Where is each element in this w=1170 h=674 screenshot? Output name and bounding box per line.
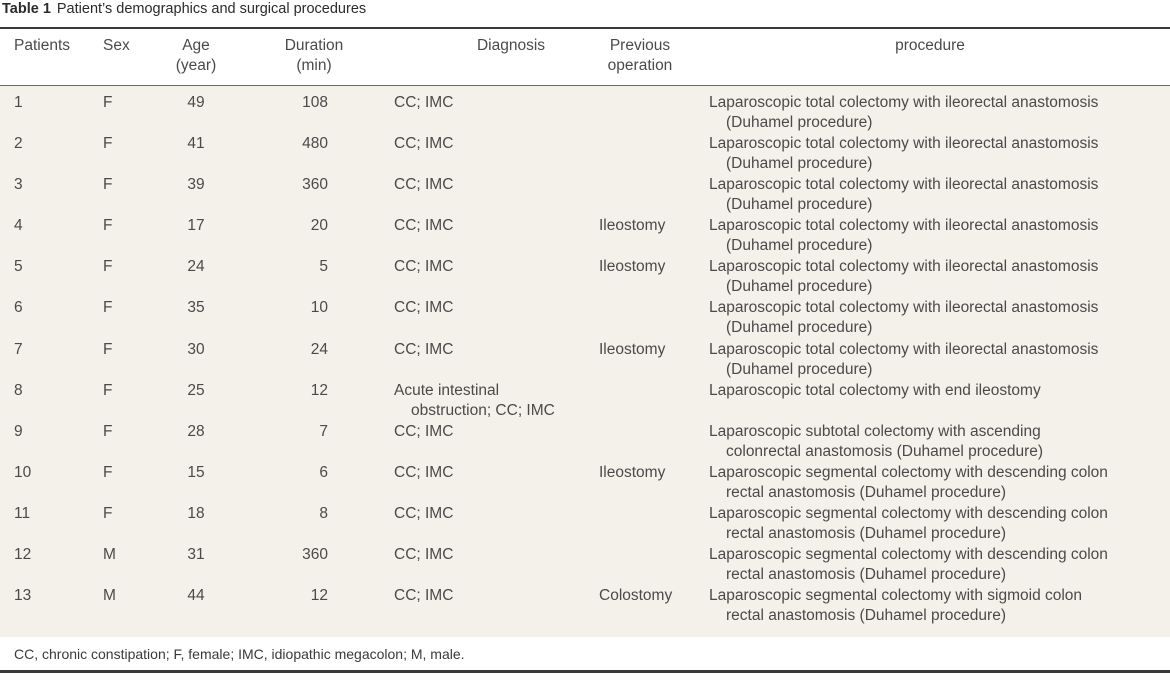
- table-row: [0, 545, 1170, 586]
- cell-diagnosis-line1: CC; IMC: [394, 258, 454, 276]
- cell-patient: 3: [14, 176, 23, 194]
- cell-procedure: [709, 257, 1098, 297]
- cell-sex: F: [103, 135, 113, 153]
- cell-diagnosis: [394, 504, 453, 524]
- cell-diagnosis: [394, 298, 453, 318]
- cell-sex: F: [103, 176, 113, 194]
- cell-duration: 108: [302, 94, 328, 111]
- cell-patient: 9: [14, 422, 23, 440]
- cell-duration: 7: [319, 422, 328, 440]
- cell-diagnosis-line1: CC; IMC: [394, 463, 454, 481]
- table-row: [0, 216, 1170, 257]
- header-diagnosis: Diagnosis: [476, 37, 546, 54]
- cell-duration: 20: [310, 217, 328, 235]
- cell-diagnosis: [394, 340, 453, 360]
- cell-duration: 360: [302, 176, 328, 194]
- cell-diagnosis-line1: Acute intestinal: [394, 381, 500, 399]
- cell-diagnosis: [394, 93, 453, 113]
- cell-procedure-line1: Laparoscopic segmental colectomy with descending colon: [709, 504, 1108, 522]
- cell-procedure-line2: rectal anastomosis (Duhamel procedure): [726, 566, 1006, 584]
- header-duration-line1: Duration: [284, 37, 344, 54]
- cell-patient: 4: [14, 217, 23, 235]
- cell-patient: 2: [14, 135, 23, 153]
- header-duration-line2: (min): [296, 57, 332, 74]
- cell-diagnosis: [394, 216, 453, 236]
- cell-procedure: [709, 134, 1098, 174]
- cell-diagnosis: [394, 134, 453, 154]
- cell-diagnosis: [394, 463, 453, 483]
- table-footnote: CC, chronic constipation; F, female; IMC, idiopathic megacolon; M, male.: [14, 646, 465, 662]
- cell-sex: F: [103, 258, 113, 276]
- table-row: [0, 257, 1170, 298]
- cell-procedure-line2: (Duhamel procedure): [726, 114, 873, 131]
- cell-previous-operation: Colostomy: [599, 587, 673, 605]
- cell-diagnosis: [394, 545, 453, 565]
- cell-diagnosis-line1: CC; IMC: [394, 422, 454, 440]
- cell-diagnosis: [394, 586, 453, 606]
- cell-age: 25: [187, 381, 205, 399]
- cell-age: 49: [187, 94, 205, 111]
- cell-procedure-line2: rectal anastomosis (Duhamel procedure): [726, 524, 1006, 542]
- cell-procedure-line2: (Duhamel procedure): [726, 196, 873, 214]
- header-patients: Patients: [14, 37, 71, 54]
- cell-sex: F: [103, 422, 113, 440]
- cell-duration: 12: [310, 587, 328, 605]
- table-row: [0, 340, 1170, 381]
- header-procedure: procedure: [895, 37, 965, 54]
- cell-previous-operation: Ileostomy: [599, 463, 666, 481]
- table-row: [0, 586, 1170, 627]
- cell-sex: F: [103, 299, 113, 317]
- cell-diagnosis-line1: CC; IMC: [394, 546, 454, 564]
- cell-procedure-line1: Laparoscopic total colectomy with ileorectal anastomosis: [709, 94, 1099, 111]
- cell-sex: F: [103, 217, 113, 235]
- cell-procedure: [709, 298, 1098, 338]
- cell-duration: 10: [310, 299, 328, 317]
- cell-procedure-line2: colonrectal anastomosis (Duhamel procedure): [726, 442, 1044, 460]
- table-caption-label: Table 1: [2, 1, 51, 17]
- cell-diagnosis-line2: obstruction; CC; IMC: [411, 401, 555, 419]
- table-row: [0, 298, 1170, 339]
- cell-procedure-line1: Laparoscopic total colectomy with ileorectal anastomosis: [709, 217, 1099, 235]
- cell-patient: 13: [14, 587, 32, 605]
- cell-diagnosis-line1: CC; IMC: [394, 135, 454, 153]
- cell-procedure: [709, 504, 1108, 544]
- header-sex: Sex: [103, 37, 130, 54]
- cell-procedure-line1: Laparoscopic total colectomy with end ileostomy: [709, 381, 1041, 399]
- cell-procedure-line2: (Duhamel procedure): [726, 319, 873, 337]
- cell-sex: F: [103, 463, 113, 481]
- cell-procedure: [709, 93, 1098, 133]
- cell-diagnosis: [394, 175, 453, 195]
- header-age: [168, 36, 224, 76]
- header-previous-line2: operation: [607, 57, 673, 74]
- top-rule: [0, 27, 1170, 29]
- table-row: [0, 381, 1170, 422]
- cell-procedure-line2: (Duhamel procedure): [726, 155, 873, 173]
- table-row: [0, 504, 1170, 545]
- cell-procedure-line2: (Duhamel procedure): [726, 278, 873, 296]
- cell-duration: 12: [310, 381, 328, 399]
- cell-duration: 5: [319, 258, 328, 276]
- cell-age: 28: [187, 422, 205, 440]
- table-row: [0, 422, 1170, 463]
- cell-age: 39: [187, 176, 205, 194]
- cell-procedure-line1: Laparoscopic segmental colectomy with sigmoid colon: [709, 587, 1083, 605]
- table-caption-text: Patient’s demographics and surgical procedures: [56, 1, 367, 17]
- cell-procedure-line1: Laparoscopic total colectomy with ileorectal anastomosis: [709, 258, 1099, 276]
- cell-procedure-line2: (Duhamel procedure): [726, 360, 873, 378]
- table-row: [0, 175, 1170, 216]
- header-duration: [276, 36, 352, 76]
- cell-procedure-line1: Laparoscopic total colectomy with ileorectal anastomosis: [709, 176, 1099, 194]
- table-body: [0, 93, 1170, 627]
- table-caption: [2, 0, 366, 18]
- bottom-rule: [0, 670, 1170, 673]
- cell-procedure-line2: (Duhamel procedure): [726, 237, 873, 255]
- table-row: [0, 463, 1170, 504]
- cell-age: 17: [187, 217, 205, 235]
- cell-patient: 11: [14, 504, 31, 522]
- cell-patient: 5: [14, 258, 23, 276]
- cell-diagnosis-line1: CC; IMC: [394, 299, 454, 317]
- cell-diagnosis: [394, 381, 555, 421]
- cell-diagnosis-line1: CC; IMC: [394, 504, 454, 522]
- cell-age: 18: [187, 504, 205, 522]
- cell-procedure: [709, 381, 1041, 401]
- header-previous-line1: Previous: [609, 37, 671, 54]
- cell-age: 35: [187, 299, 205, 317]
- cell-procedure: [709, 340, 1098, 380]
- cell-diagnosis-line1: CC; IMC: [394, 94, 454, 111]
- cell-previous-operation: Ileostomy: [599, 340, 666, 358]
- cell-patient: 7: [14, 340, 23, 358]
- cell-procedure: [709, 175, 1098, 215]
- cell-procedure: [709, 422, 1043, 462]
- cell-duration: 8: [319, 504, 328, 522]
- cell-procedure-line1: Laparoscopic segmental colectomy with descending colon: [709, 463, 1108, 481]
- header-previous-operation: [595, 36, 685, 76]
- cell-procedure: [709, 216, 1098, 256]
- cell-age: 30: [187, 340, 205, 358]
- cell-sex: F: [103, 381, 113, 399]
- cell-procedure: [709, 586, 1082, 626]
- cell-age: 41: [187, 135, 205, 153]
- cell-sex: M: [103, 587, 116, 605]
- cell-diagnosis-line1: CC; IMC: [394, 176, 454, 194]
- cell-age: 15: [187, 463, 205, 481]
- cell-procedure-line1: Laparoscopic total colectomy with ileorectal anastomosis: [709, 340, 1099, 358]
- cell-age: 24: [187, 258, 205, 276]
- cell-diagnosis-line1: CC; IMC: [394, 587, 454, 605]
- cell-procedure-line1: Laparoscopic total colectomy with ileorectal anastomosis: [709, 299, 1099, 317]
- cell-age: 31: [187, 546, 205, 564]
- header-age-line1: Age: [182, 37, 210, 54]
- cell-patient: 10: [14, 463, 32, 481]
- cell-duration: 480: [302, 135, 328, 153]
- cell-procedure: [709, 545, 1108, 585]
- cell-diagnosis: [394, 422, 453, 442]
- cell-previous-operation: Ileostomy: [599, 217, 666, 235]
- cell-duration: 24: [310, 340, 328, 358]
- cell-patient: 1: [14, 94, 23, 111]
- table-row: [0, 134, 1170, 175]
- table-row: [0, 93, 1170, 134]
- cell-diagnosis-line1: CC; IMC: [394, 340, 454, 358]
- cell-patient: 6: [14, 299, 23, 317]
- cell-procedure-line1: Laparoscopic subtotal colectomy with ascending: [709, 422, 1041, 440]
- cell-procedure-line2: rectal anastomosis (Duhamel procedure): [726, 607, 1006, 625]
- cell-sex: M: [103, 546, 116, 564]
- cell-procedure-line2: rectal anastomosis (Duhamel procedure): [726, 483, 1006, 501]
- header-age-line2: (year): [175, 57, 217, 74]
- cell-duration: 360: [302, 546, 328, 564]
- cell-procedure: [709, 463, 1108, 503]
- cell-sex: F: [103, 504, 113, 522]
- cell-patient: 12: [14, 546, 32, 564]
- cell-duration: 6: [319, 463, 328, 481]
- cell-age: 44: [187, 587, 205, 605]
- cell-patient: 8: [14, 381, 23, 399]
- cell-sex: F: [103, 340, 113, 358]
- cell-diagnosis-line1: CC; IMC: [394, 217, 454, 235]
- cell-sex: F: [103, 94, 113, 111]
- cell-diagnosis: [394, 257, 453, 277]
- cell-procedure-line1: Laparoscopic segmental colectomy with descending colon: [709, 546, 1108, 564]
- cell-procedure-line1: Laparoscopic total colectomy with ileorectal anastomosis: [709, 135, 1099, 153]
- cell-previous-operation: Ileostomy: [599, 258, 666, 276]
